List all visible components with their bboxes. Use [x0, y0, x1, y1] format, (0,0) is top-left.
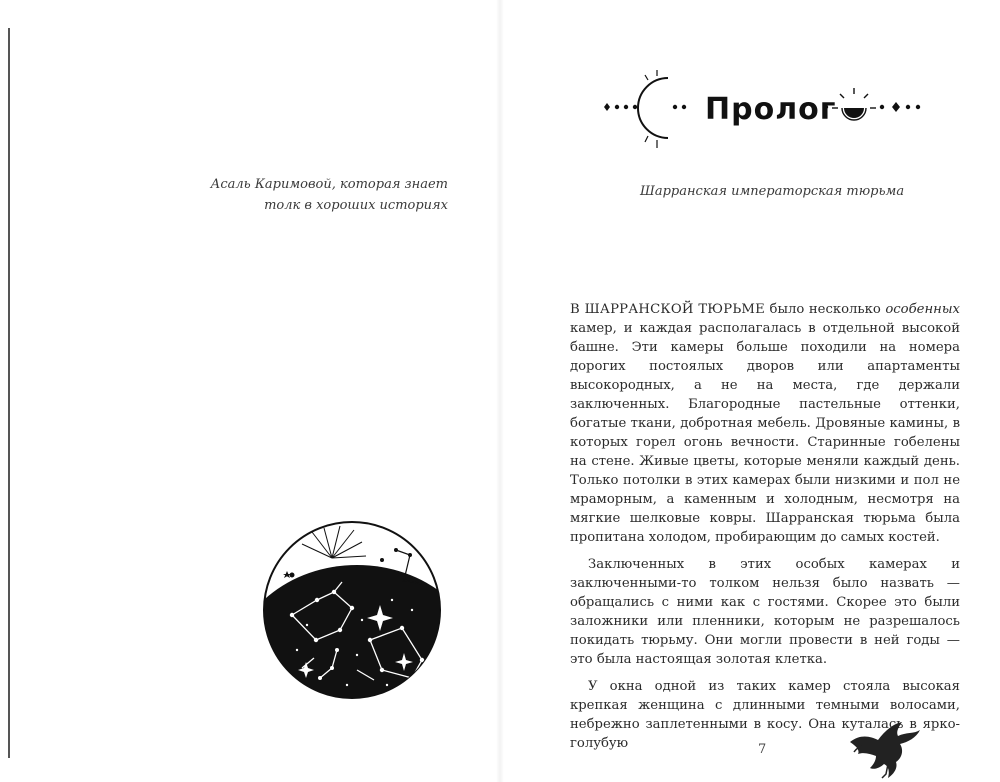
constellation-emblem-icon	[262, 520, 442, 700]
paragraph-1	[570, 300, 960, 547]
paragraph-1-mid: было несколько	[764, 302, 886, 317]
location-caption: Шарранская императорская тюрьма	[640, 184, 905, 199]
paragraph-3: У окна одной из таких камер стояла высокая крепкая женщина с длинными темными волосами, небрежно заплетенными в косу. Она куталась в ярко-голубую	[570, 679, 960, 751]
paragraph-1-rest: камер, и каждая располагалась в отдельной высокой башне. Эти камеры больше походили на номера дорогих постоялых дворов или апартаменты высокородных, а не на места, где держали заключенных. Благородные пастельные оттенки, богатые ткани, добротная мебель. Дровяные камины, в которых горел огонь вечности. Старинные гобелены на стене. Живые цветы, которые меняли каждый день. Только потолки в этих камерах были низкими и пол не мраморным, а каменным и холодным, несмотря на мягкие шелковые ковры. Шарранская тюрьма была пропитана холодом, пробирающим до самых костей.	[570, 321, 960, 545]
chapter-title: Пролог	[705, 92, 837, 127]
page-edge-line	[8, 28, 10, 758]
chapter-header	[600, 70, 930, 160]
dedication-line-2: толк в хороших историях	[264, 198, 448, 213]
chapter-body	[570, 300, 960, 753]
dedication	[148, 174, 448, 216]
emphasis-word: особенных	[885, 302, 960, 317]
right-page	[500, 0, 1000, 782]
dragon-icon	[840, 712, 925, 782]
paragraph-2: Заключенных в этих особых камерах и заключенными-то толком нельзя было назвать — обращались с ними как с гостями. Скорее это были заложники или пленники, которым не разрешалось покидать тюрьму. Они могли провести в ней годы — это была настоящая золотая клетка.	[570, 557, 960, 667]
page-number: 7	[758, 742, 767, 757]
paragraph-lead: В ШАРРАНСКОЙ ТЮРЬМЕ	[570, 302, 765, 317]
dedication-line-1: Асаль Каримовой, которая знает	[210, 177, 448, 192]
